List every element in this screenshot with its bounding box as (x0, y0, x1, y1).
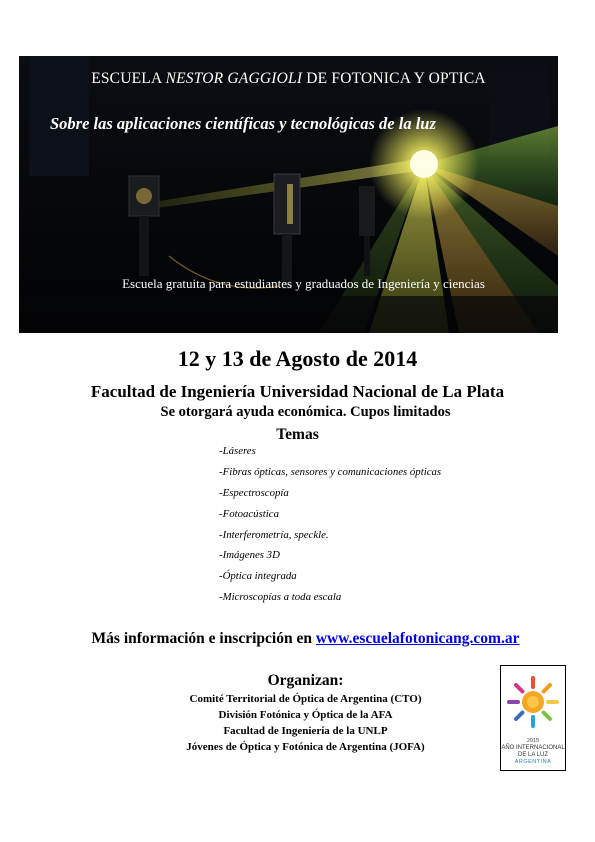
topic-item: -Láseres (219, 445, 256, 457)
hero-banner (19, 56, 558, 333)
logo-line3: ARGENTINA (514, 759, 552, 765)
hero-note: Escuela gratuita para estudiantes y graduados de Ingeniería y ciencias (122, 276, 485, 291)
year-of-light-logo (500, 665, 566, 771)
logo-year: 2015 (526, 738, 540, 744)
topic-item: -Fibras ópticas, sensores y comunicaciones ópticas (219, 465, 442, 478)
hero-title: ESCUELA NESTOR GAGGIOLI DE FOTONICA Y OPTICA (91, 70, 486, 87)
organizer-item: Facultad de Ingeniería de la UNLP (223, 725, 388, 737)
support-note: Se otorgará ayuda económica. Cupos limitados (160, 404, 451, 420)
more-info-text: Más información e inscripción en (91, 630, 316, 647)
logo-line1: AÑO INTERNACIONAL (501, 745, 565, 751)
event-venue: Facultad de Ingeniería Universidad Nacional de La Plata (90, 382, 505, 401)
topics-list (219, 446, 441, 613)
more-info (0, 630, 595, 648)
topic-item: -Óptica integrada (219, 570, 297, 583)
organizer-item: Comité Territorial de Óptica de Argentina (CTO) (189, 693, 422, 705)
website-link[interactable]: www.escuelafotonicang.com.ar (315, 630, 520, 647)
topic-item: -Fotoacústica (219, 507, 279, 520)
topic-item: -Espectroscopía (219, 486, 289, 499)
topic-item: -Imágenes 3D (219, 549, 280, 562)
topic-item: -Interferometría, speckle. (219, 528, 329, 541)
topics-title: Temas (276, 426, 319, 443)
topic-item: -Microscopías a toda escala (219, 591, 342, 604)
hero-subtitle: Sobre las aplicaciones científicas y tecnológicas de la luz (50, 114, 436, 133)
organizer-item: Jóvenes de Óptica y Fotónica de Argentina (JOFA) (186, 741, 425, 753)
logo-line2: DE LA LUZ (517, 752, 548, 758)
organizers-title: Organizan: (267, 672, 344, 689)
sun-icon (501, 666, 565, 738)
organizer-item: División Fotónica y Óptica de la AFA (218, 709, 393, 721)
event-date: 12 y 13 de Agosto de 2014 (177, 346, 418, 371)
